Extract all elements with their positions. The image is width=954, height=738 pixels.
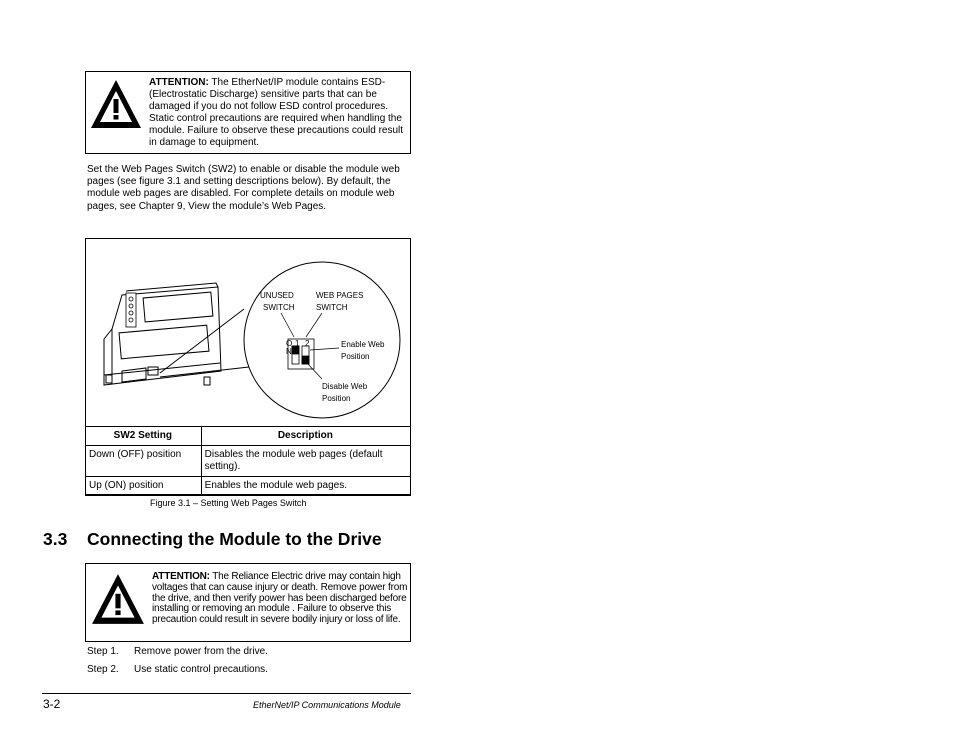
footer-rule	[42, 693, 411, 694]
footer-doc-title: EtherNet/IP Communications Module	[253, 700, 401, 710]
step-item	[87, 664, 268, 675]
section-heading	[43, 529, 382, 550]
table-header: SW2 Setting	[86, 427, 202, 446]
step-item	[87, 646, 268, 657]
web-pages-switch-label-1: WEB PAGES	[316, 291, 364, 300]
table-row	[86, 477, 411, 496]
switch-marking-2: 2	[305, 339, 310, 348]
attention-text	[149, 77, 407, 149]
figure-caption: Figure 3.1 – Setting Web Pages Switch	[150, 498, 307, 508]
attention-body: The Reliance Electric drive may contain high voltages that can cause injury or death. Remove power from the drive, and then verify power has been discharged before installing or removing an module . Failure to observe this precaution could result in severe bodily injury or loss of life.	[152, 571, 408, 626]
switch-marking-1: 1	[295, 339, 300, 348]
terminal-block	[126, 293, 136, 327]
web-pages-switch-label-2: SWITCH	[316, 303, 348, 312]
attention-body: The EtherNet/IP module contains ESD- (Electrostatic Discharge) sensitive parts that can be damaged if you do not follow ESD control procedures. Static control precautions are required when handling the module. Failure to observe these precautions could result in damage to equipment.	[149, 77, 404, 148]
step-label: Step 1.	[87, 646, 119, 657]
disable-web-label-2: Position	[322, 394, 351, 403]
step-text: Use static control precautions.	[134, 664, 268, 675]
page-number: 3-2	[43, 697, 61, 711]
warning-triangle-icon	[89, 78, 143, 130]
table-header: Description	[201, 427, 410, 446]
unused-switch-label-2: SWITCH	[263, 303, 295, 312]
enable-web-label-2: Position	[341, 352, 370, 361]
intro-paragraph: Set the Web Pages Switch (SW2) to enable or disable the module web pages (see figure 3.1 and setting descriptions below). By default, the module web pages are disabled. For complete details on module web pages, see Chapter 9, View the module’s Web Pages.	[87, 164, 400, 212]
module-illustration	[104, 283, 221, 385]
table-cell: Down (OFF) position	[86, 446, 202, 477]
table-header-row	[86, 427, 411, 446]
enable-web-label-1: Enable Web	[341, 340, 385, 349]
step-label: Step 2.	[87, 664, 119, 675]
table-cell: Disables the module web pages (default setting).	[201, 446, 410, 477]
attention-box-esd	[85, 71, 411, 154]
module-diagram	[86, 239, 410, 429]
attention-text	[152, 572, 408, 626]
table-row	[86, 446, 411, 477]
table-cell: Enables the module web pages.	[201, 477, 410, 496]
sw2-settings-table	[85, 426, 411, 496]
warning-triangle-icon	[90, 572, 146, 626]
section-title: Connecting the Module to the Drive	[87, 529, 382, 549]
switch-marking-n: N	[286, 347, 292, 356]
attention-label: ATTENTION:	[152, 571, 210, 582]
attention-label: ATTENTION:	[149, 77, 209, 88]
section-number: 3.3	[43, 529, 68, 549]
switch-marking-o: O	[286, 339, 293, 348]
unused-switch-label-1: UNUSED	[260, 291, 294, 300]
attention-box-high-voltage	[85, 563, 411, 642]
table-cell: Up (ON) position	[86, 477, 202, 496]
disable-web-label-1: Disable Web	[322, 382, 368, 391]
step-text: Remove power from the drive.	[134, 646, 268, 657]
